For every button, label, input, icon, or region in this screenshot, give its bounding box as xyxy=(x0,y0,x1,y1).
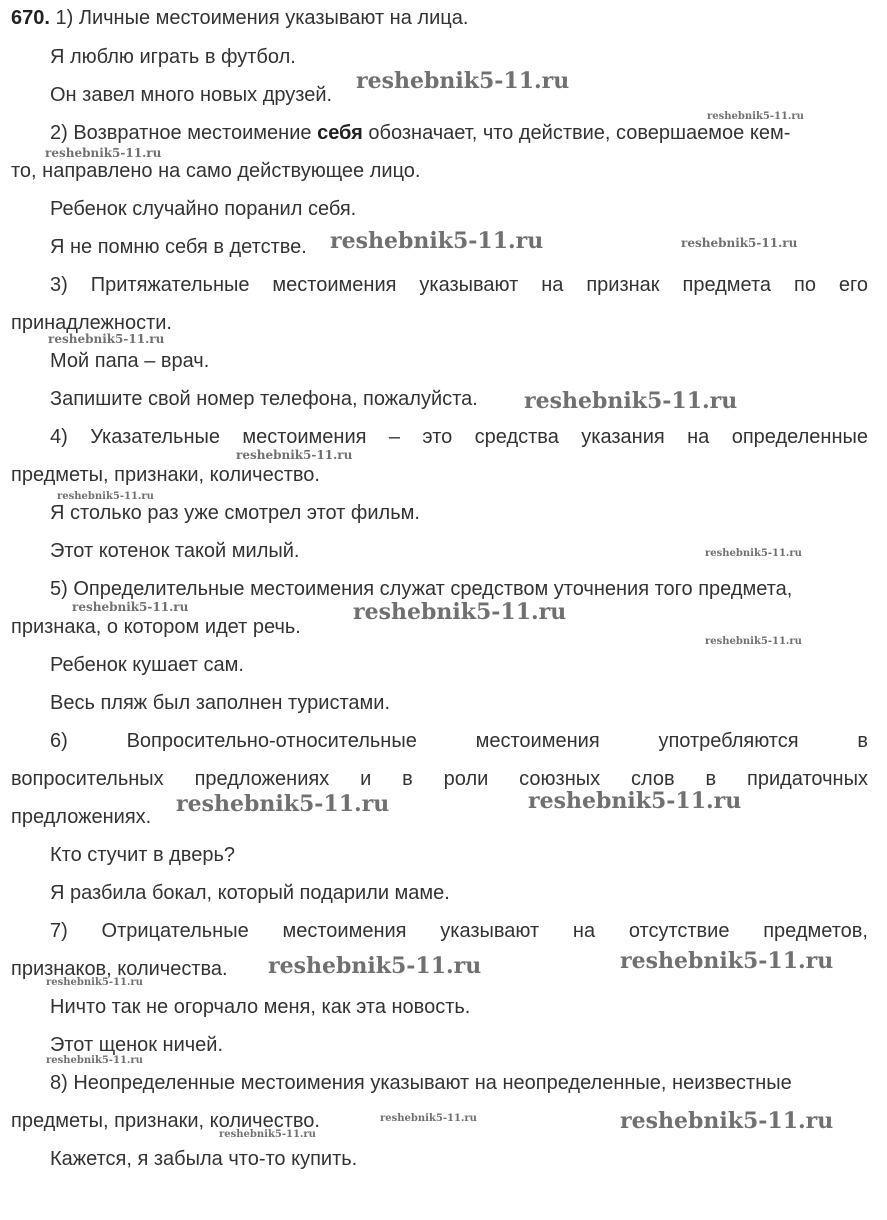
text-line: признака, о котором идет речь. xyxy=(11,616,301,638)
example-line: Этот щенок ничей. xyxy=(50,1034,224,1056)
word: его xyxy=(838,274,868,296)
word: предложениях xyxy=(194,768,330,790)
word: в xyxy=(705,768,717,790)
word: признак xyxy=(586,274,660,296)
rule-2-text-end: обозначает, что действие, совершаемое кем- xyxy=(368,122,791,144)
word: придаточных xyxy=(747,768,868,790)
word: Притяжательные xyxy=(90,274,250,296)
watermark: reshebnik5-11.ru xyxy=(528,788,742,814)
example-line: Ребенок кушает сам. xyxy=(50,654,244,676)
word: Вопросительно-относительные xyxy=(126,730,417,752)
word: отсутствие xyxy=(628,920,730,942)
watermark: reshebnik5-11.ru xyxy=(268,953,482,979)
word: роли xyxy=(443,768,489,790)
example-line: Этот котенок такой милый. xyxy=(50,540,300,562)
word: вопросительных xyxy=(11,768,164,790)
word: 7) xyxy=(50,920,68,942)
word: на xyxy=(541,274,564,296)
watermark: reshebnik5-11.ru xyxy=(48,332,165,346)
word: это xyxy=(422,426,453,448)
watermark: reshebnik5-11.ru xyxy=(356,68,570,94)
word: в xyxy=(857,730,868,752)
watermark: reshebnik5-11.ru xyxy=(620,948,834,974)
word: 6) xyxy=(50,730,68,752)
watermark: reshebnik5-11.ru xyxy=(176,791,390,817)
word: указывают xyxy=(419,274,519,296)
example-line: Я столько раз уже смотрел этот фильм. xyxy=(50,502,420,524)
word: определенные xyxy=(731,426,868,448)
rule-2-text-start: 2) Возвратное местоимение xyxy=(50,122,312,144)
word: Отрицательные xyxy=(101,920,249,942)
watermark: reshebnik5-11.ru xyxy=(681,236,798,250)
watermark: reshebnik5-11.ru xyxy=(46,1055,143,1066)
paragraph-2-heading xyxy=(50,121,790,145)
word: 4) xyxy=(50,426,68,448)
bold-term-sebya: себя xyxy=(317,122,363,144)
word: на xyxy=(687,426,710,448)
paragraph-1-heading xyxy=(11,6,468,30)
watermark: reshebnik5-11.ru xyxy=(620,1108,834,1134)
example-line: Мой папа – врач. xyxy=(50,350,210,372)
watermark: reshebnik5-11.ru xyxy=(46,977,143,988)
word: слов xyxy=(630,768,675,790)
paragraph-8-heading: 8) Неопределенные местоимения указывают на неопределенные, неизвестные xyxy=(50,1072,792,1094)
watermark: reshebnik5-11.ru xyxy=(707,111,804,122)
example-line: Ничто так не огорчало меня, как эта новость. xyxy=(50,996,471,1018)
word: местоимения xyxy=(242,426,367,448)
paragraph-3-heading xyxy=(50,273,868,297)
exercise-number: 670. xyxy=(11,7,50,29)
text-line: то, направлено на само действующее лицо. xyxy=(11,160,421,182)
paragraph-6-heading xyxy=(50,729,868,753)
text-line: признаков, количества. xyxy=(11,958,228,980)
example-line: Весь пляж был заполнен туристами. xyxy=(50,692,390,714)
paragraph-5-heading: 5) Определительные местоимения служат средством уточнения того предмета, xyxy=(50,578,793,600)
text-line: предметы, признаки, количество. xyxy=(11,1110,320,1132)
word: и xyxy=(360,768,372,790)
word: 3) xyxy=(50,274,68,296)
word: указания xyxy=(581,426,665,448)
word: – xyxy=(388,426,400,448)
paragraph-4-heading xyxy=(50,425,868,449)
word: местоимения xyxy=(282,920,407,942)
watermark: reshebnik5-11.ru xyxy=(236,448,353,462)
watermark: reshebnik5-11.ru xyxy=(57,491,154,502)
watermark: reshebnik5-11.ru xyxy=(45,146,162,160)
example-line: Я люблю играть в футбол. xyxy=(50,46,296,68)
watermark: reshebnik5-11.ru xyxy=(524,388,738,414)
word: по xyxy=(794,274,816,296)
paragraph-7-heading xyxy=(50,919,868,943)
text-line: предложениях. xyxy=(11,806,152,828)
watermark: reshebnik5-11.ru xyxy=(330,228,544,254)
example-line: Кто стучит в дверь? xyxy=(50,844,235,866)
watermark: reshebnik5-11.ru xyxy=(72,600,189,614)
word: в xyxy=(402,768,413,790)
rule-1-text: 1) Личные местоимения указывают на лица. xyxy=(55,7,469,29)
word: на xyxy=(572,920,596,942)
watermark: reshebnik5-11.ru xyxy=(219,1129,316,1140)
text-line: предметы, признаки, количество. xyxy=(11,464,320,486)
example-line: Запишите свой номер телефона, пожалуйста. xyxy=(50,388,478,410)
word: союзных xyxy=(519,768,601,790)
watermark: reshebnik5-11.ru xyxy=(380,1113,477,1124)
example-line: Он завел много новых друзей. xyxy=(50,84,333,106)
word: местоимения xyxy=(272,274,397,296)
word: указывают xyxy=(440,920,540,942)
watermark: reshebnik5-11.ru xyxy=(705,548,802,559)
example-line: Я разбила бокал, который подарили маме. xyxy=(50,882,450,904)
example-line: Кажется, я забыла что-то купить. xyxy=(50,1148,358,1170)
word: предметов, xyxy=(763,920,868,942)
example-line: Ребенок случайно поранил себя. xyxy=(50,198,357,220)
text-line: принадлежности. xyxy=(11,312,172,334)
word: употребляются xyxy=(658,730,799,752)
word: Указательные xyxy=(90,426,220,448)
word: средства xyxy=(474,426,559,448)
word: предмета xyxy=(682,274,772,296)
watermark: reshebnik5-11.ru xyxy=(353,599,567,625)
watermark: reshebnik5-11.ru xyxy=(705,636,802,647)
word: местоимения xyxy=(475,730,600,752)
example-line: Я не помню себя в детстве. xyxy=(50,236,307,258)
